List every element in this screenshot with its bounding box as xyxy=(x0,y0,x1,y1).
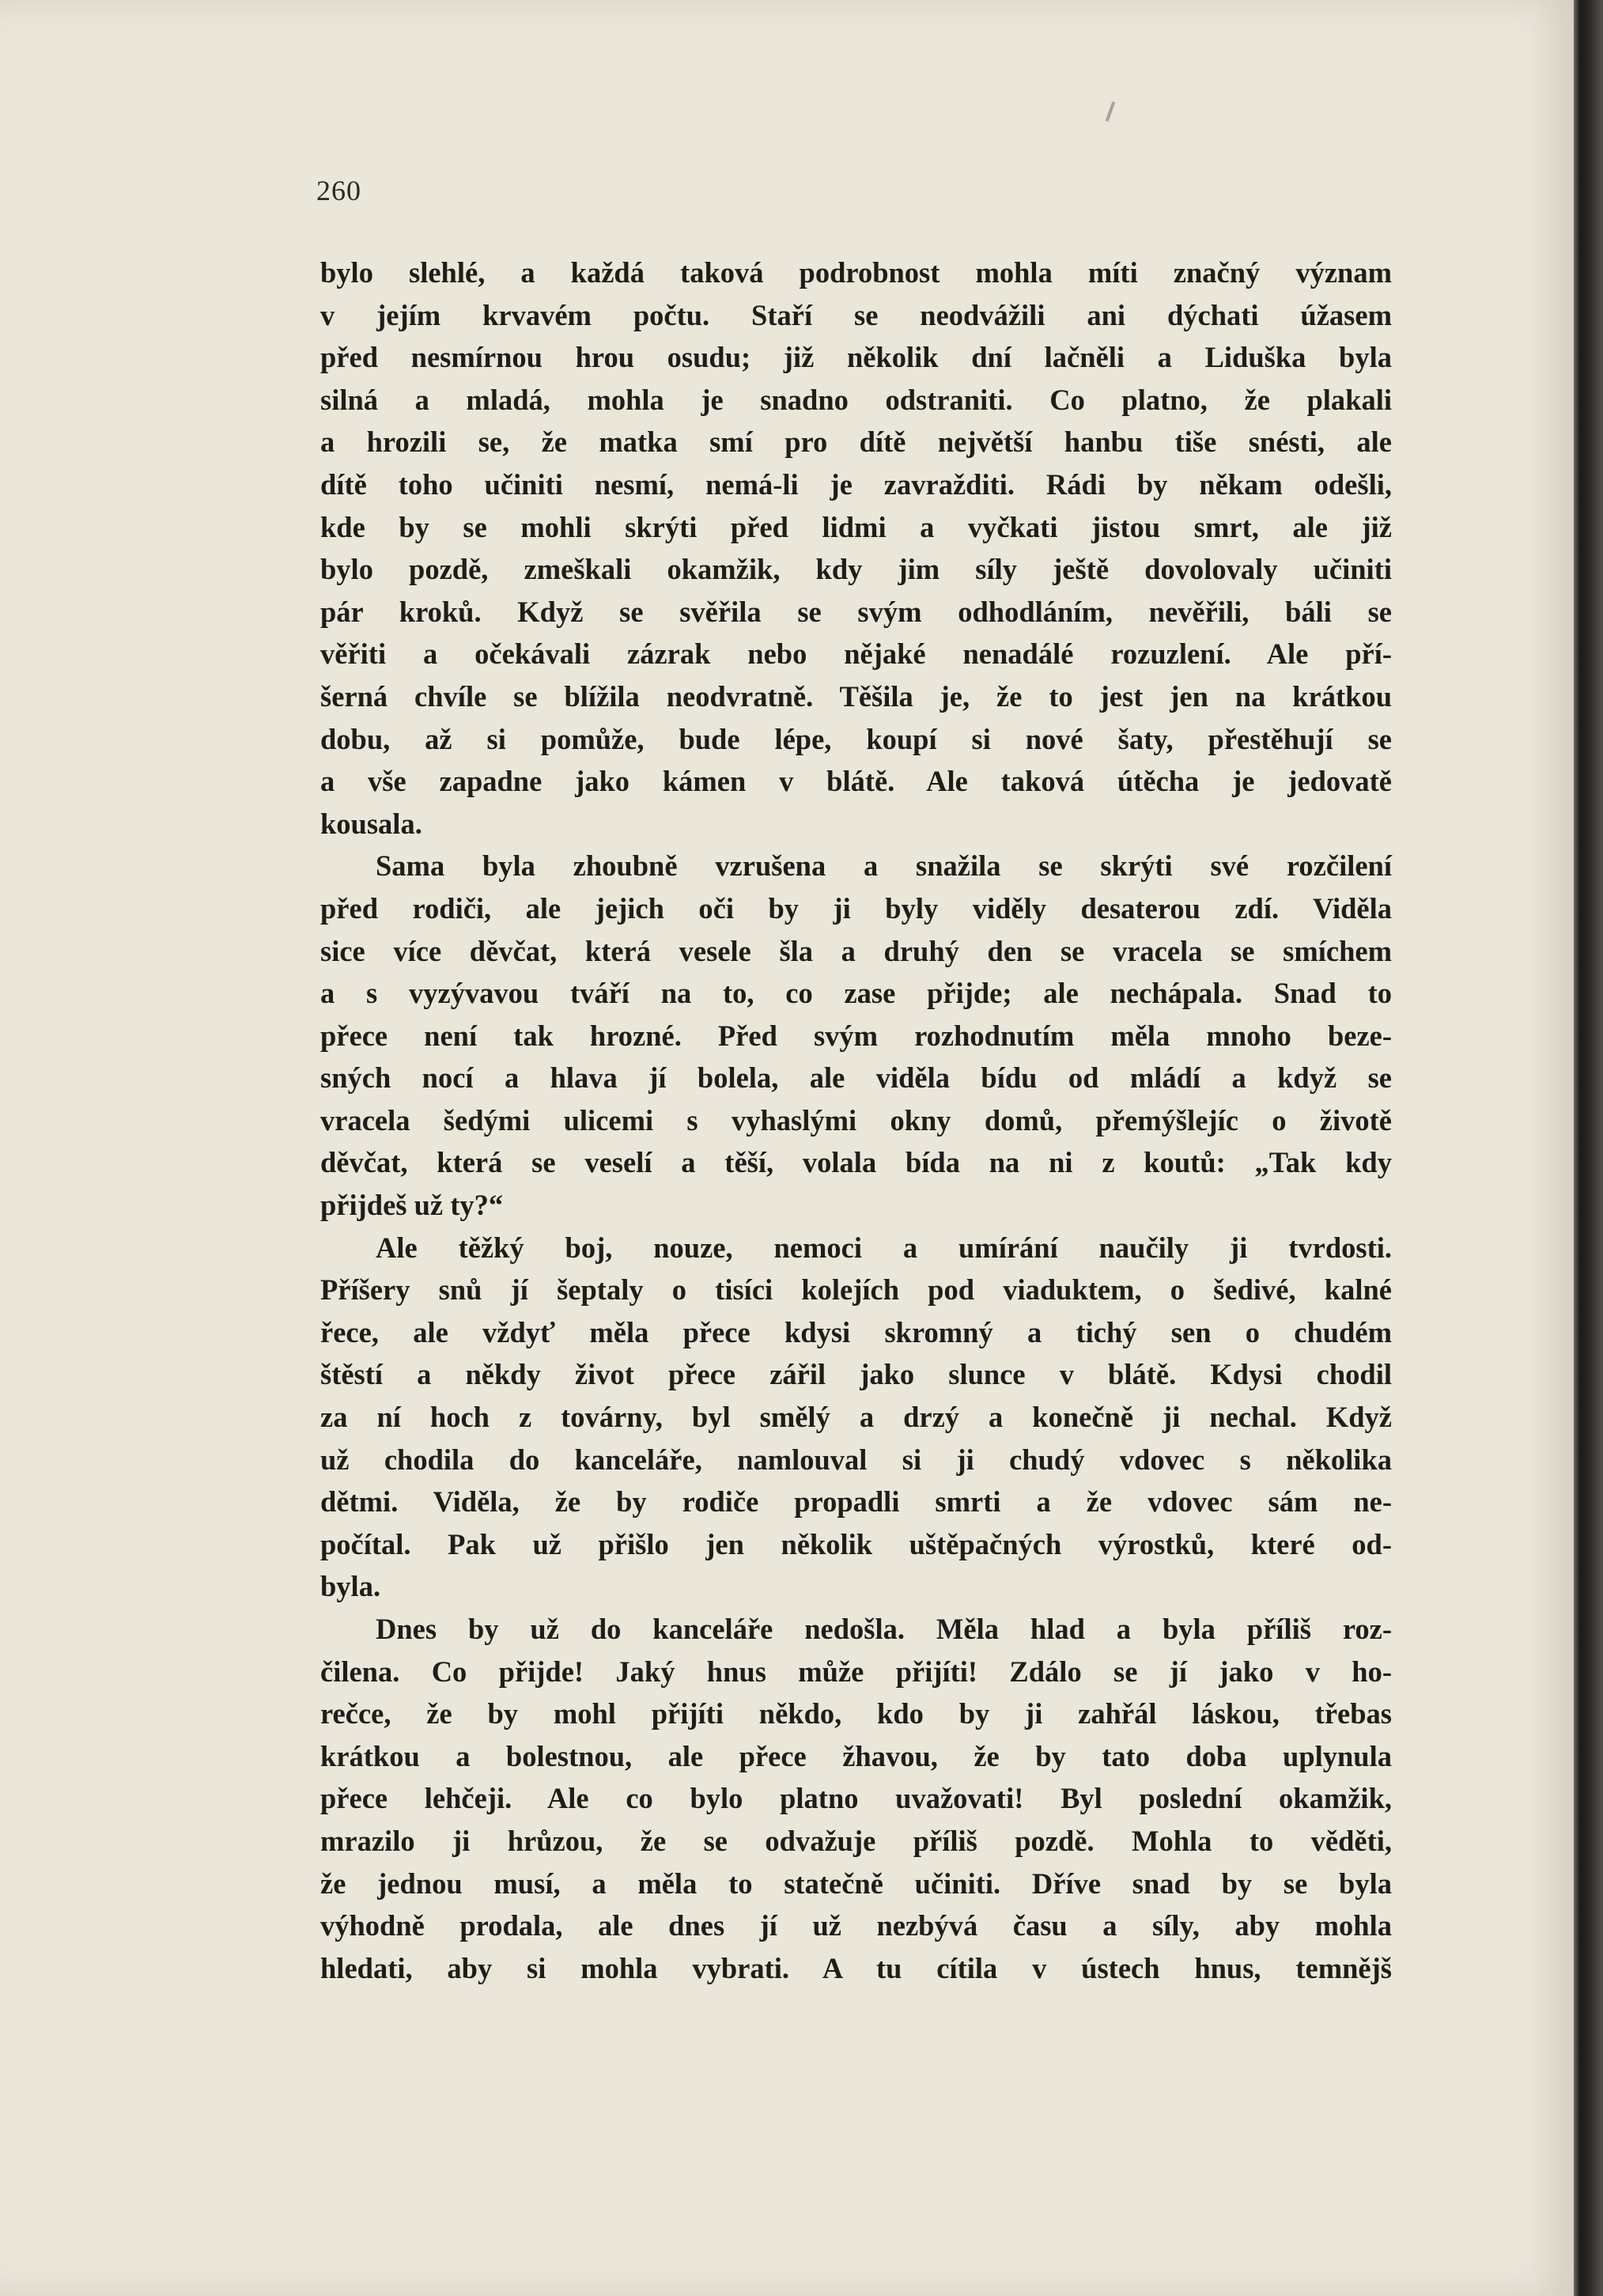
text-line: výhodně prodala, ale dnes jí už nezbývá času a síly, aby mohla xyxy=(320,1909,1392,1942)
text-line: sice více děvčat, která vesele šla a druhý den se vracela se smíchem xyxy=(320,934,1392,967)
text-line: čilena. Co přijde! Jaký hnus může přijíti! Zdálo se jí jako v ho- xyxy=(320,1655,1392,1688)
text-line: věřiti a očekávali zázrak nebo nějaké nenadálé rozuzlení. Ale pří- xyxy=(320,637,1392,671)
text-line: a vše zapadne jako kámen v blátě. Ale taková útěcha je jedovatě xyxy=(320,765,1392,798)
text-line: mrazilo ji hrůzou, že se odvažuje příliš pozdě. Mohla to věděti, xyxy=(320,1824,1392,1857)
text-line: kousala. xyxy=(320,807,422,840)
text-line: byla. xyxy=(320,1570,381,1603)
page-number: 260 xyxy=(316,175,361,206)
text-line: pár kroků. Když se svěřila se svým odhodláním, nevěřili, báli se xyxy=(320,595,1392,628)
text-line: a s vyzývavou tváří na to, co zase přijde; ale nechápala. Snad to xyxy=(320,977,1392,1010)
paragraph-start: Dnes by už do kanceláře nedošla. Měla hlad a byla příliš roz- xyxy=(376,1613,1392,1645)
text-line: krátkou a bolestnou, ale přece žhavou, že by tato doba uplynula xyxy=(320,1739,1392,1772)
text-line: a hrozili se, že matka smí pro dítě největší hanbu tiše snésti, ale xyxy=(320,426,1392,459)
text-line: Příšery snů jí šeptaly o tisíci kolejích pod viaduktem, o šedivé, kalné xyxy=(320,1273,1392,1307)
text-line: před rodiči, ale jejich oči by ji byly viděly desaterou zdí. Viděla xyxy=(320,891,1392,925)
text-line: štěstí a někdy život přece zářil jako slunce v blátě. Kdysi chodil xyxy=(320,1358,1392,1391)
text-line: že jednou musí, a měla to statečně učiniti. Dříve snad by se byla xyxy=(320,1867,1392,1900)
text-line: přijdeš už ty?“ xyxy=(320,1189,504,1222)
text-line: přece není tak hrozné. Před svým rozhodnutím měla mnoho beze- xyxy=(320,1019,1392,1052)
paragraph-start: Ale těžký boj, nouze, nemoci a umírání naučily ji tvrdosti. xyxy=(376,1231,1392,1264)
text-line: řece, ale vždyť měla přece kdysi skromný a tichý sen o chudém xyxy=(320,1315,1392,1348)
text-line: v jejím krvavém počtu. Staří se neodvážili ani dýchati úžasem xyxy=(320,298,1392,331)
text-line: počítal. Pak už přišlo jen několik uštěpačných výrostků, které od- xyxy=(320,1527,1392,1560)
text-line: přece lehčeji. Ale co bylo platno uvažovati! Byl poslední okamžik, xyxy=(320,1782,1392,1815)
paragraph-start: Sama byla zhoubně vzrušena a snažila se skrýti své rozčilení xyxy=(376,849,1392,883)
text-line: dobu, až si pomůže, bude lépe, koupí si nové šaty, přestěhují se xyxy=(320,722,1392,755)
text-line: kde by se mohli skrýti před lidmi a vyčkati jistou smrt, ale již xyxy=(320,510,1392,543)
text-line: bylo slehlé, a každá taková podrobnost mohla míti značný význam xyxy=(320,256,1392,289)
text-line: dítě toho učiniti nesmí, nemá-li je zavražditi. Rádi by někam odešli, xyxy=(320,467,1392,501)
text-line: dětmi. Viděla, že by rodiče propadli smrti a že vdovec sám ne- xyxy=(320,1485,1392,1519)
book-spine xyxy=(1574,0,1603,2296)
text-line: už chodila do kanceláře, namlouval si ji chudý vdovec s několika xyxy=(320,1443,1392,1476)
text-line: hledati, aby si mohla vybrati. A tu cítila v ústech hnus, temnějš xyxy=(320,1951,1392,1984)
text-line: šerná chvíle se blížila neodvratně. Těšila je, že to jest jen na krátkou xyxy=(320,679,1392,713)
text-line: rečce, že by mohl přijíti někdo, kdo by ji zahřál láskou, třebas xyxy=(320,1697,1392,1731)
text-line: sných nocí a hlava jí bolela, ale viděla bídu od mládí a když se xyxy=(320,1061,1392,1095)
page-text xyxy=(320,252,1392,1989)
text-line: za ní hoch z továrny, byl smělý a drzý a konečně ji nechal. Když xyxy=(320,1401,1392,1434)
text-line: děvčat, která se veselí a těší, volala bída na ni z koutů: „Tak kdy xyxy=(320,1146,1392,1179)
text-line: před nesmírnou hrou osudu; již několik dní lačněli a Liduška byla xyxy=(320,341,1392,374)
text-line: bylo pozdě, zmeškali okamžik, kdy jim síly ještě dovolovaly učiniti xyxy=(320,553,1392,586)
text-line: vracela šedými ulicemi s vyhaslými okny domů, přemýšlejíc o životě xyxy=(320,1103,1392,1137)
text-line: silná a mladá, mohla je snadno odstraniti. Co platno, že plakali xyxy=(320,383,1392,416)
pencil-mark xyxy=(1106,101,1116,122)
